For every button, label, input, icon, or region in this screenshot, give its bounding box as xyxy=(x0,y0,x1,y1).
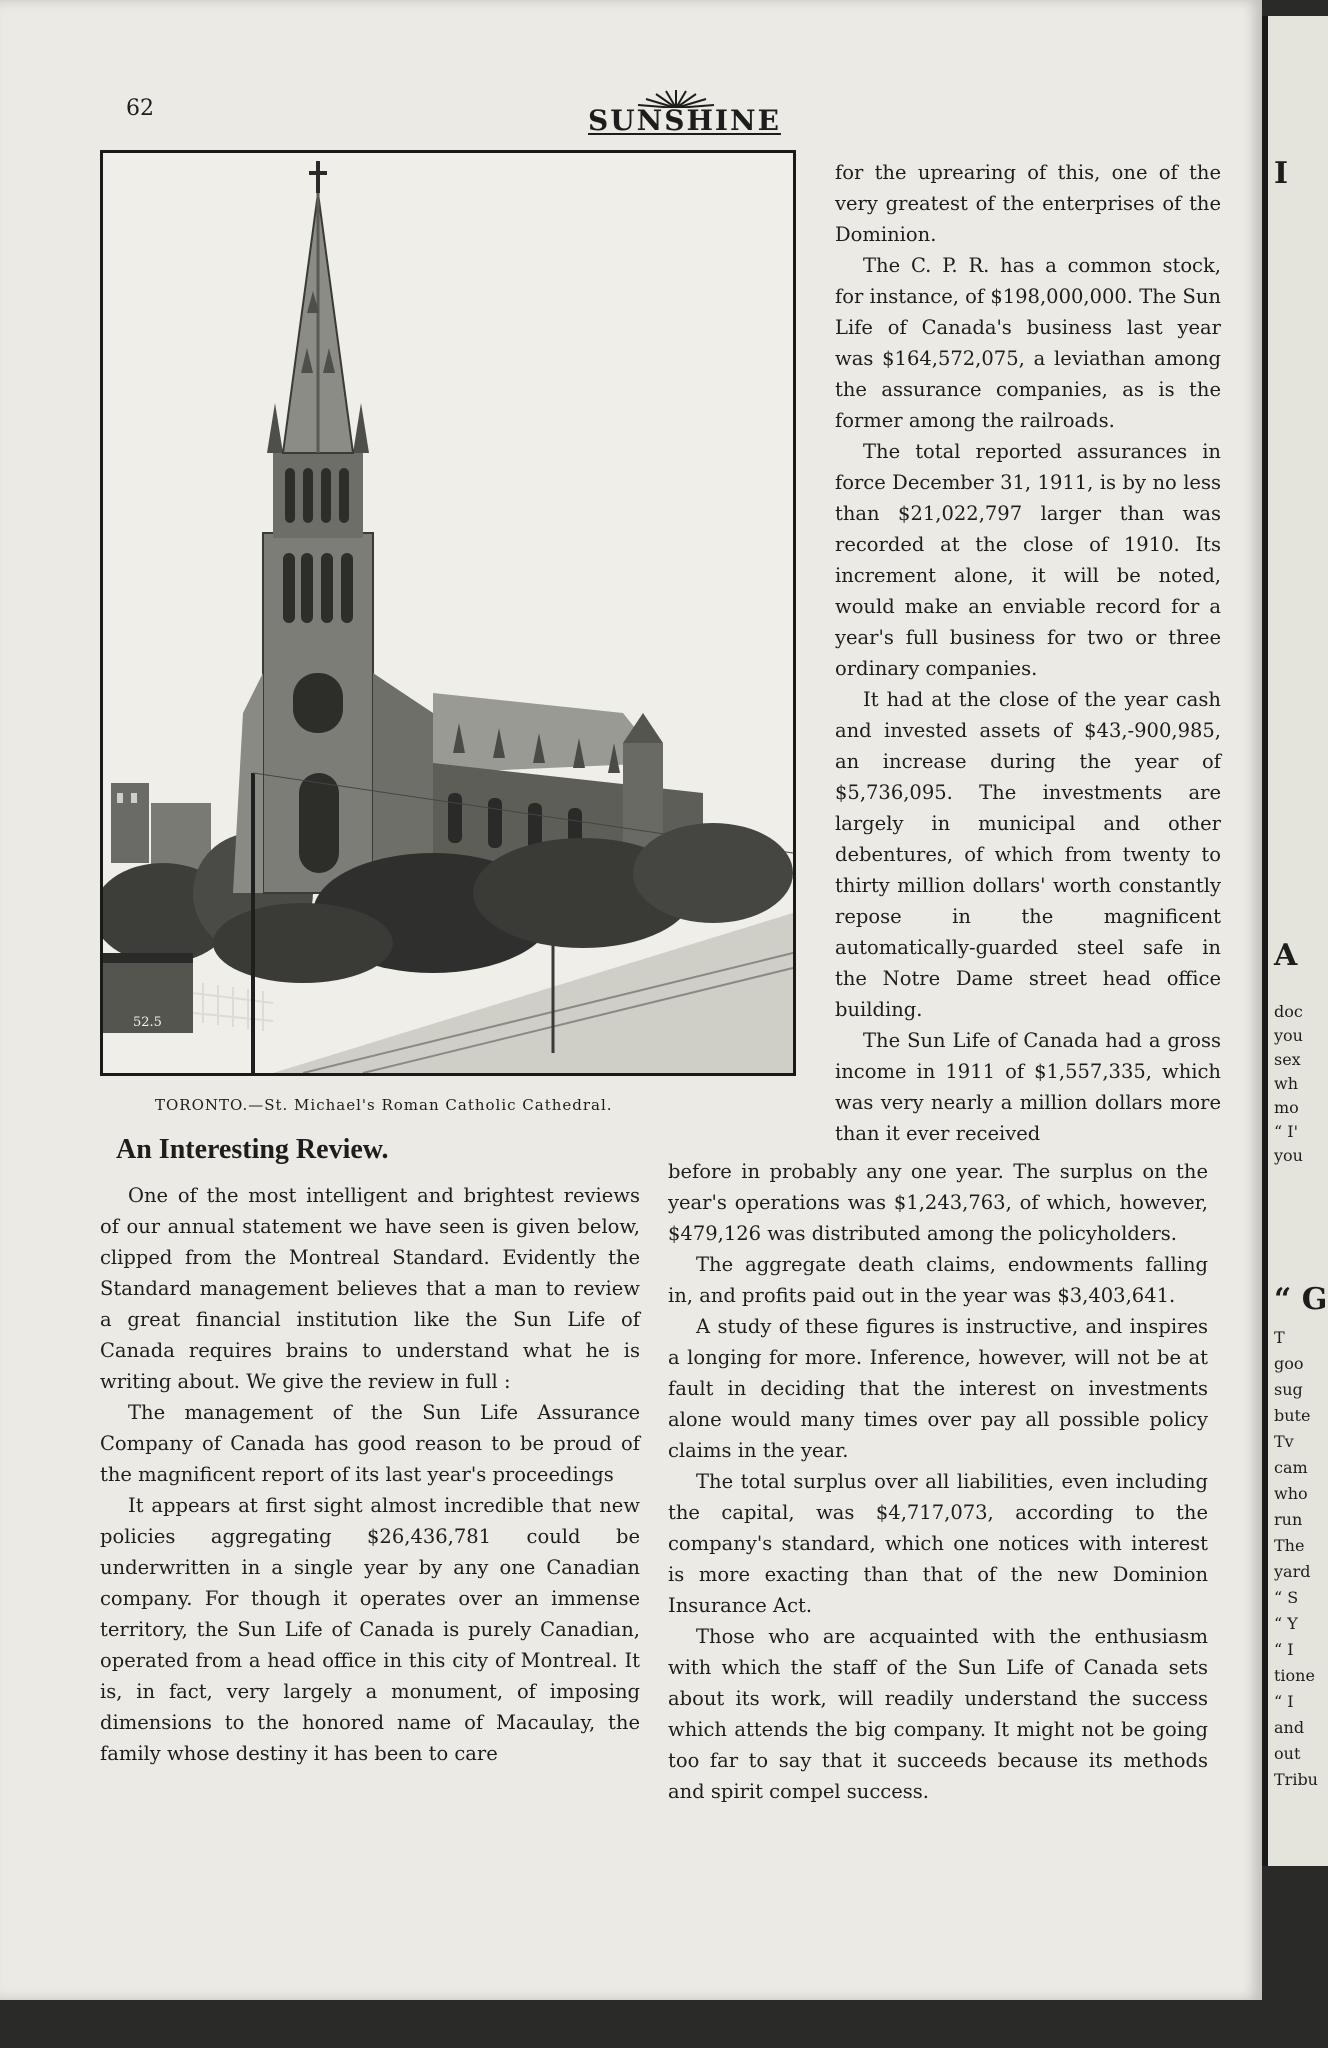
paragraph: for the uprearing of this, one of the very greatest of the enterprises of the Dominion. xyxy=(835,161,1221,246)
plate-number: 52.5 xyxy=(133,1015,162,1030)
fragment-line: tione xyxy=(1274,1666,1315,1685)
fragment-line: you xyxy=(1274,1146,1303,1165)
fragment-line: “ Y xyxy=(1274,1614,1298,1633)
paragraph: The C. P. R. has a common stock, for instance, of $198,000,000. The Sun Life of Canada's business last year was $164,572,075, a leviathan among the assurance companies, as is the former among the railroads. xyxy=(835,254,1221,432)
fragment-line: The xyxy=(1274,1536,1305,1555)
right-column-top xyxy=(835,157,1221,1149)
paragraph: It had at the close of the year cash and invested assets of $43,-900,985, an increase during the year of $5,736,095. The investments are largely in municipal and other debentures, of which from twenty to thirty million dollars' worth constantly repose in the magnificent automatically-guarded steel safe in the Notre Dame street head office building. xyxy=(835,688,1221,1021)
fragment-line: “ I' xyxy=(1274,1122,1298,1141)
fragment-line: yard xyxy=(1274,1562,1311,1581)
fragment-line: bute xyxy=(1274,1406,1311,1425)
paragraph: The total reported assurances in force December 31, 1911, is by no less than $21,022,797 larger than was recorded at the close of 1910. Its increment alone, it will be noted, would make an enviable record for a year's full business for two or three ordinary companies. xyxy=(835,440,1221,680)
photo-caption: TORONTO.—St. Michael's Roman Catholic Cathedral. xyxy=(155,1096,613,1114)
fragment-heading: “ G xyxy=(1274,1282,1328,1317)
adjacent-page-fragment xyxy=(1262,16,1328,1866)
fragment-line: run xyxy=(1274,1510,1303,1529)
fragment-line: Tv xyxy=(1274,1432,1294,1451)
masthead xyxy=(588,88,781,137)
fragment-line: wh xyxy=(1274,1074,1298,1093)
paragraph: before in probably any one year. The surplus on the year's operations was $1,243,763, of which, however, $479,126 was distributed among the policyholders. xyxy=(668,1160,1208,1245)
paragraph: It appears at first sight almost incredible that new policies aggregating $26,436,781 could be underwritten in a single year by any one Canadian company. For though it operates over an immense territory, the Sun Life of Canada is purely Canadian, operated from a head office in this city of Montreal. It is, in fact, very largely a monument, of imposing dimensions to the honored name of Macaulay, the family whose destiny it has been to care xyxy=(100,1494,640,1765)
fragment-line: out xyxy=(1274,1744,1301,1763)
cathedral-photograph xyxy=(100,150,796,1076)
paragraph: A study of these figures is instructive, and inspires a longing for more. Inference, however, will not be at fault in deciding that the interest on investments alone would many times over pay all possible policy claims in the year. xyxy=(668,1315,1208,1462)
left-column xyxy=(100,1180,640,1769)
paragraph: Those who are acquainted with the enthusiasm with which the staff of the Sun Life of Canada sets about its work, will readily understand the success which attends the big company. It might not be going too far to say that it succeeds because its methods and spirit compel success. xyxy=(668,1625,1208,1803)
masthead-title: SUNSHINE xyxy=(588,104,781,137)
fragment-line: “ S xyxy=(1274,1588,1299,1607)
right-column-bottom xyxy=(668,1156,1208,1807)
paragraph: The total surplus over all liabilities, even including the capital, was $4,717,073, according to the company's standard, which one notices with interest is more exacting than that of the new Dominion Insurance Act. xyxy=(668,1470,1208,1617)
fragment-heading: A xyxy=(1274,938,1298,973)
fragment-line: “ I xyxy=(1274,1640,1294,1659)
fragment-line: cam xyxy=(1274,1458,1308,1477)
fragment-line: you xyxy=(1274,1026,1303,1045)
fragment-line: goo xyxy=(1274,1354,1304,1373)
fragment-letter: I xyxy=(1274,156,1289,191)
fragment-line: sug xyxy=(1274,1380,1303,1399)
fragment-line: sex xyxy=(1274,1050,1301,1069)
paragraph: One of the most intelligent and brightest reviews of our annual statement we have seen is given below, clipped from the Montreal Standard. Evidently the Standard management believes that a man to review a great financial institution like the Sun Life of Canada requires brains to understand what he is writing about. We give the review in full : xyxy=(100,1184,640,1393)
fragment-line: mo xyxy=(1274,1098,1299,1117)
page-number: 62 xyxy=(126,96,154,121)
paragraph: The aggregate death claims, endowments falling in, and profits paid out in the year was $3,403,641. xyxy=(668,1253,1208,1307)
fragment-line: “ I xyxy=(1274,1692,1294,1711)
fragment-line: who xyxy=(1274,1484,1308,1503)
fragment-line: and xyxy=(1274,1718,1305,1737)
paragraph: The Sun Life of Canada had a gross income in 1911 of $1,557,335, which was very nearly a million dollars more than it ever received xyxy=(835,1029,1221,1145)
fragment-line: T xyxy=(1274,1328,1285,1347)
paragraph: The management of the Sun Life Assurance Company of Canada has good reason to be proud of the magnificent report of its last year's proceedings xyxy=(100,1401,640,1486)
fragment-line: doc xyxy=(1274,1002,1303,1021)
fragment-line: Tribu xyxy=(1274,1770,1318,1789)
article-heading: An Interesting Review. xyxy=(116,1134,389,1165)
